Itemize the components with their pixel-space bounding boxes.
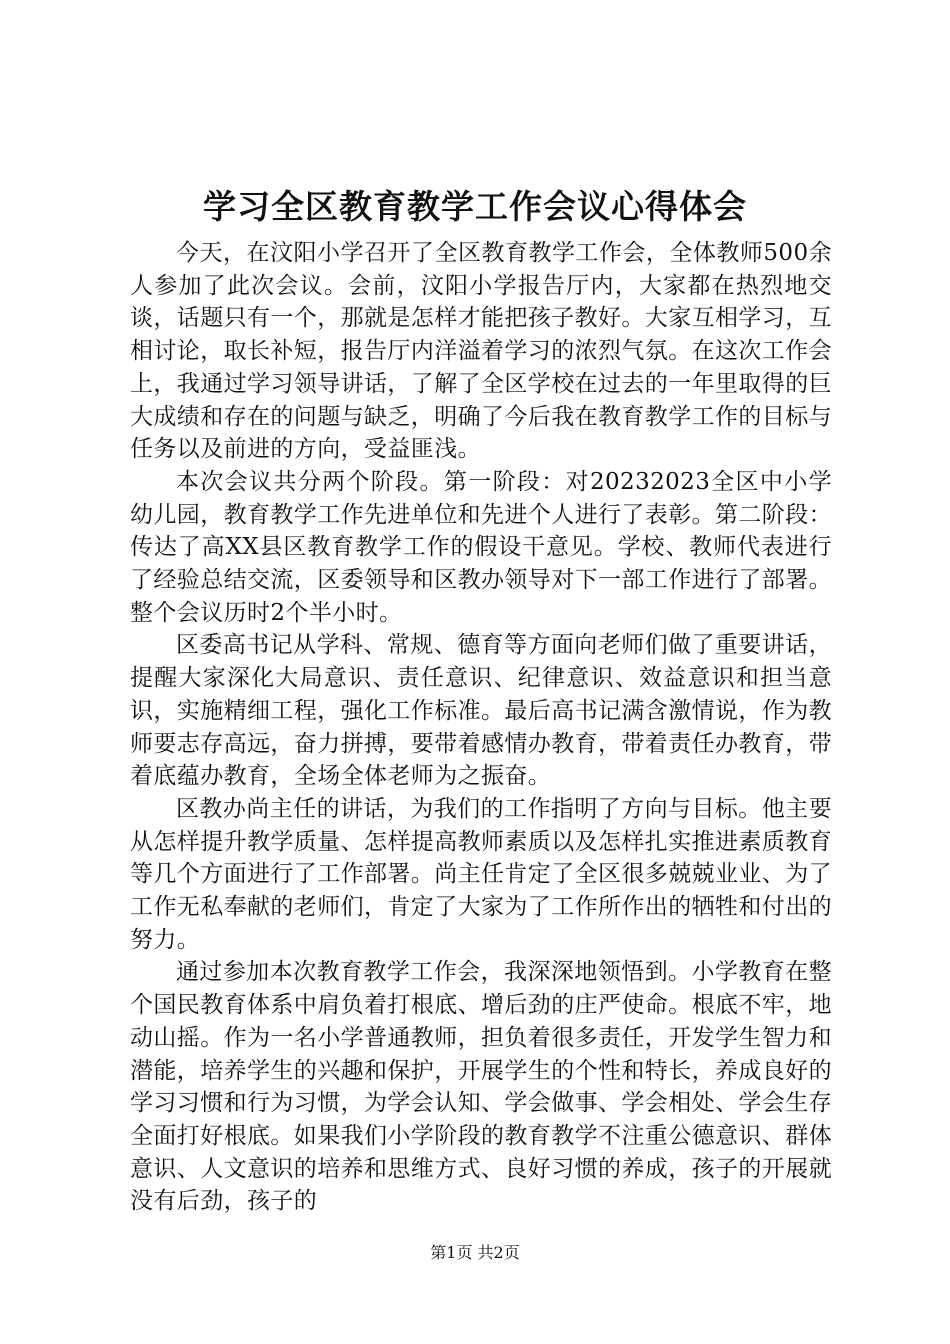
page-number-footer: 第1页 共2页 (430, 1243, 520, 1262)
paragraph: 区委高书记从学科、常规、德育等方面向老师们做了重要讲话，提醒大家深化大局意识、责任意识、纪律意识、效益意识和担当意识，实施精细工程，强化工作标准。最后高书记满含激情说，作为教师要志存高远，奋力拼搏，要带着感情办教育，带着责任办教育，带着底蕴办教育，全场全体老师为之振奋。 (130, 632, 832, 790)
document-body (130, 237, 832, 1218)
paragraph: 通过参加本次教育教学工作会，我深深地领悟到。小学教育在整个国民教育体系中肩负着打根底、增后劲的庄严使命。根底不牢，地动山摇。作为一名小学普通教师，担负着很多责任，开发学生智力和潜能，培养学生的兴趣和保护，开展学生的个性和特长，养成良好的学习习惯和行为习惯，为学会认知、学会做事、学会相处、学会生存全面打好根底。如果我们小学阶段的教育教学不注重公德意识、群体意识、人文意识的培养和思维方式、良好习惯的养成，孩子的开展就没有后劲，孩子的 (130, 959, 832, 1215)
paragraph: 本次会议共分两个阶段。第一阶段：对20232023全区中小学幼儿园，教育教学工作先进单位和先进个人进行了表彰。第二阶段：传达了高XX县区教育教学工作的假设干意见。学校、教师代表进行了经验总结交流，区委领导和区教办领导对下一部工作进行了部署。整个会议历时2个半小时。 (130, 468, 832, 626)
document-title: 学习全区教育教学工作会议心得体会 (203, 187, 747, 226)
paragraph: 区教办尚主任的讲话，为我们的工作指明了方向与目标。他主要从怎样提升教学质量、怎样提高教师素质以及怎样扎实推进素质教育等几个方面进行了工作部署。尚主任肯定了全区很多兢兢业业、为了工作无私奉献的老师们，肯定了大家为了工作所作出的牺牲和付出的努力。 (130, 795, 832, 953)
paragraph: 今天，在汶阳小学召开了全区教育教学工作会，全体教师500余人参加了此次会议。会前，汶阳小学报告厅内，大家都在热烈地交谈，话题只有一个，那就是怎样才能把孩子教好。大家互相学习，互相讨论，取长补短，报告厅内洋溢着学习的浓烈气氛。在这次工作会上，我通过学习领导讲话，了解了全区学校在过去的一年里取得的巨大成绩和存在的问题与缺乏，明确了今后我在教育教学工作的目标与任务以及前进的方向，受益匪浅。 (130, 240, 832, 463)
